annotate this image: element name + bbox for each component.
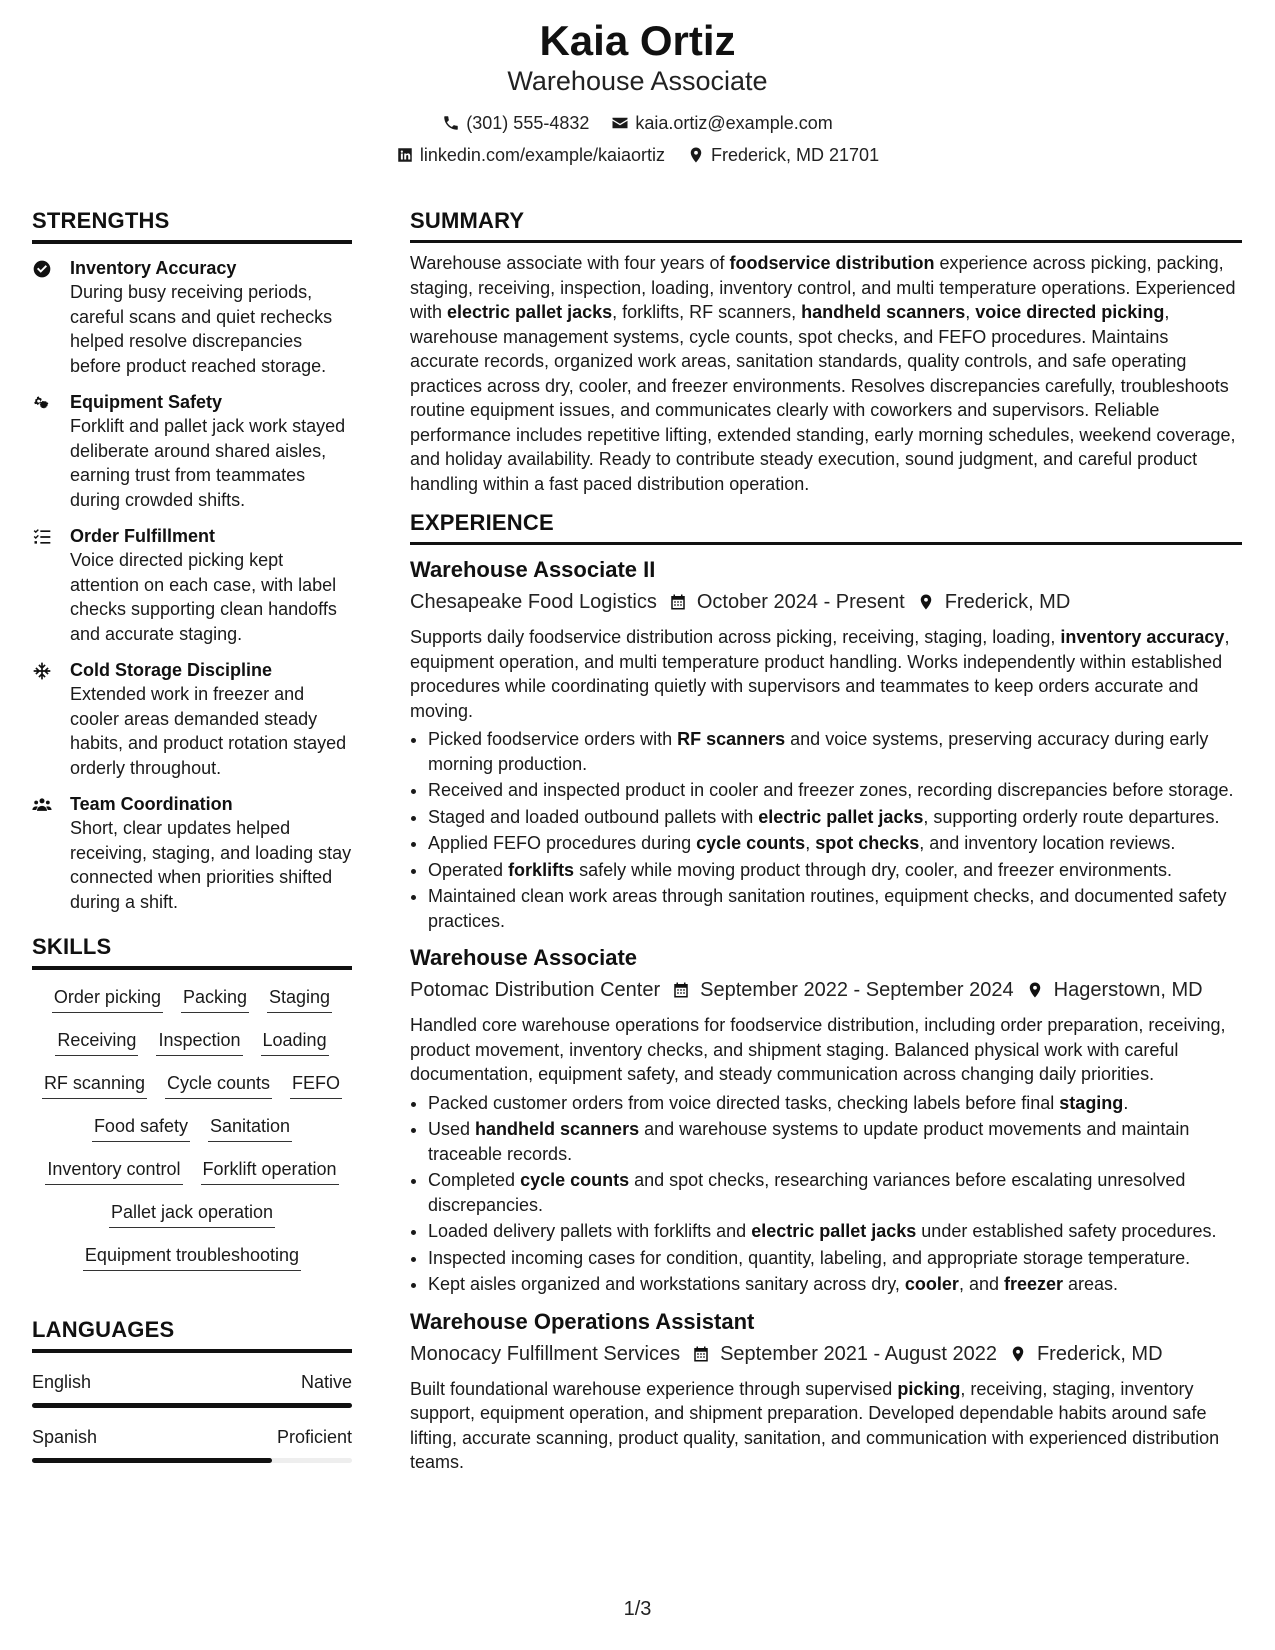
strengths-heading: STRENGTHS: [32, 208, 352, 244]
text-segment: ,: [805, 833, 816, 853]
text-segment: Loaded delivery pallets with forklifts and: [428, 1221, 752, 1241]
text-segment: and warehouse systems to update product movements and maintain traceable records.: [428, 1119, 1190, 1164]
phone-text: (301) 555-4832: [466, 113, 590, 134]
summary-text: [410, 251, 1242, 496]
text-segment: , forklifts, RF scanners,: [612, 302, 802, 322]
languages-heading: LANGUAGES: [32, 1317, 352, 1353]
job-description: [410, 1377, 1242, 1475]
strength-name: Equipment Safety: [70, 392, 223, 412]
company-name: Potomac Distribution Center: [410, 979, 661, 1001]
bold-text: freezer: [1003, 1274, 1064, 1294]
bold-text: picking: [897, 1378, 961, 1399]
strength-body: [70, 792, 352, 914]
experience-heading: EXPERIENCE: [410, 510, 1242, 545]
job-dates: September 2021 - August 2022: [720, 1342, 997, 1365]
language-row: [32, 1369, 352, 1395]
text-segment: Used: [428, 1119, 476, 1139]
text-segment: , equipment operation, and multi temperature product handling. Works independently within established procedures while coordinating quietly with supervisors and teammates to keep orders accurate and moving.: [410, 627, 1230, 721]
summary-section: [410, 208, 1242, 496]
text-segment: Received and inspected product in cooler and freezer zones, recording discrepancies before storage.: [428, 780, 1234, 800]
phone-icon: [442, 114, 460, 132]
text-segment: , and inventory location reviews.: [919, 833, 1176, 853]
text-segment: Applied FEFO procedures during: [428, 833, 697, 853]
skills-heading: SKILLS: [32, 934, 352, 970]
skill-tag: Forklift operation: [201, 1156, 339, 1185]
strength-item: [32, 658, 352, 780]
text-segment: and spot checks, researching variances before escalating unresolved discrepancies.: [428, 1170, 1186, 1215]
job-bullets: [410, 1091, 1242, 1297]
summary-heading: SUMMARY: [410, 208, 1242, 243]
job-location: Frederick, MD: [1036, 1342, 1163, 1365]
text-segment: Supports daily foodservice distribution across picking, receiving, staging, loading,: [410, 627, 1061, 647]
job-title: Warehouse Operations Assistant: [410, 1308, 755, 1334]
languages-section: [32, 1317, 352, 1463]
language-proficiency-bar: [32, 1458, 352, 1463]
language-item: [32, 1424, 352, 1463]
text-segment: ,: [965, 302, 976, 322]
job-dates: October 2024 - Present: [696, 591, 905, 613]
text-segment: Packed customer orders from voice directed tasks, checking labels before final: [428, 1092, 1060, 1113]
jobs-list: [410, 555, 1242, 1475]
skill-tag: RF scanning: [42, 1070, 147, 1099]
job-bullet: [428, 831, 1242, 856]
contact-row-2: [0, 139, 1275, 171]
skill-tag: Receiving: [55, 1027, 138, 1056]
strengths-list: [32, 256, 352, 914]
checklist-icon: [32, 524, 70, 646]
text-segment: , supporting orderly route departures.: [923, 806, 1220, 827]
job-dates: September 2022 - September 2024: [700, 979, 1014, 1001]
map-pin-icon: [1026, 981, 1044, 999]
strength-body: [70, 524, 352, 646]
bold-text: inventory accuracy: [1060, 627, 1225, 647]
job-meta: [410, 1339, 1242, 1369]
users-icon: [32, 792, 70, 914]
page-number: 1/3: [623, 1598, 652, 1620]
strength-body: [70, 256, 352, 378]
text-segment: safely while moving product through dry, cooler, and freezer environments.: [574, 859, 1173, 880]
bold-text: staging: [1059, 1092, 1124, 1113]
text-segment: areas.: [1063, 1274, 1119, 1294]
job-description: [410, 625, 1242, 723]
strength-name: Team Coordination: [70, 794, 233, 814]
job-bullet: [428, 1246, 1242, 1271]
job-bullet: [428, 1168, 1242, 1217]
language-row: [32, 1424, 352, 1450]
text-segment: Maintained clean work areas through sanitation routines, equipment checks, and documented safety practices.: [428, 886, 1227, 931]
job-title: Warehouse Associate II: [410, 557, 656, 582]
job-meta: [410, 975, 1242, 1005]
candidate-name: Kaia Ortiz: [539, 17, 736, 64]
strengths-section: [32, 208, 352, 914]
skills-section: [32, 934, 352, 1271]
bold-text: cycle counts: [696, 833, 806, 853]
job-bullet: [428, 858, 1242, 883]
text-segment: Picked foodservice orders with: [428, 729, 678, 749]
resume-header: [0, 18, 1275, 171]
right-column: [410, 208, 1242, 1475]
candidate-title: Warehouse Associate: [507, 66, 768, 97]
envelope-icon: [611, 114, 629, 132]
bold-text: forklifts: [508, 859, 575, 880]
job-entry: [410, 555, 1242, 933]
job-title: Warehouse Associate: [410, 945, 638, 970]
bold-text: foodservice distribution: [729, 253, 935, 273]
calendar-icon: [672, 981, 690, 999]
calendar-icon: [669, 593, 687, 611]
text-segment: , receiving, staging, inventory support, equipment operation, and shipment preparation. Developed dependable habits around safe lifting, accurate scanning, product quality, sanitation, and communication with experienced distribution teams.: [410, 1378, 1220, 1472]
job-bullet: [428, 805, 1242, 830]
map-pin-icon: [687, 146, 705, 164]
text-segment: Handled core warehouse operations for foodservice distribution, including order preparation, receiving, product movement, inventory checks, and shipment staging. Balanced physical work with careful documentation, equipment safety, and steady communication across changing daily priorities.: [410, 1015, 1226, 1084]
strength-item: [32, 524, 352, 646]
text-segment: Staged and loaded outbound pallets with: [428, 806, 759, 827]
text-segment: Kept aisles organized and workstations sanitary across dry,: [428, 1274, 905, 1294]
skill-tag: Pallet jack operation: [109, 1199, 275, 1228]
contact-location: [687, 139, 879, 171]
bold-text: spot checks: [815, 833, 920, 853]
strength-description: Forklift and pallet jack work stayed deliberate around shared aisles, earning trust from teammates during crowded shifts.: [70, 416, 346, 510]
text-segment: Operated: [428, 859, 509, 880]
language-item: [32, 1369, 352, 1408]
experience-section: [410, 510, 1242, 1475]
job-description: [410, 1013, 1242, 1087]
bold-text: electric pallet jacks: [758, 806, 924, 827]
job-location: Hagerstown, MD: [1053, 979, 1203, 1001]
calendar-icon: [692, 1345, 710, 1363]
bold-text: electric pallet jacks: [751, 1221, 917, 1241]
strength-name: Order Fulfillment: [70, 526, 216, 546]
strength-body: [70, 390, 352, 512]
skill-tag: Food safety: [92, 1113, 190, 1142]
bold-text: cycle counts: [520, 1170, 630, 1190]
skill-tag: Sanitation: [208, 1113, 292, 1142]
skill-tag: Packing: [181, 984, 249, 1013]
map-pin-icon: [917, 593, 935, 611]
strength-item: [32, 256, 352, 378]
skill-tag: Inspection: [156, 1027, 242, 1056]
contact-linkedin[interactable]: [396, 139, 665, 171]
job-bullet: [428, 1272, 1242, 1297]
skill-tag: FEFO: [290, 1070, 342, 1099]
bold-text: RF scanners: [677, 729, 786, 749]
bold-text: electric pallet jacks: [447, 302, 613, 322]
job-bullet: [428, 778, 1242, 803]
languages-list: [32, 1369, 352, 1463]
text-segment: Built foundational warehouse experience through supervised: [410, 1378, 898, 1399]
strength-description: Voice directed picking kept attention on each case, with label checks supporting clean handoffs and accurate staging.: [70, 550, 337, 644]
strength-name: Inventory Accuracy: [70, 258, 237, 278]
text-segment: Warehouse associate with four years of: [410, 253, 730, 273]
contact-phone[interactable]: [442, 107, 589, 139]
map-pin-icon: [1009, 1345, 1027, 1363]
text-segment: experience across picking, packing, staging, receiving, inspection, loading, inventory control, and multi temperature operations. Experienced with: [410, 253, 1236, 322]
strength-description: Extended work in freezer and cooler areas demanded steady habits, and product rotation stayed orderly throughout.: [70, 684, 347, 778]
text-segment: under established safety procedures.: [916, 1221, 1217, 1241]
left-column: [32, 208, 352, 1463]
skill-tag: Cycle counts: [165, 1070, 272, 1099]
strength-name: Cold Storage Discipline: [70, 660, 273, 680]
language-proficiency-fill: [32, 1458, 272, 1463]
skill-tag: Inventory control: [45, 1156, 182, 1185]
text-segment: Inspected incoming cases for condition, quantity, labeling, and appropriate storage temperature.: [428, 1247, 1191, 1268]
job-entry: [410, 943, 1242, 1297]
skills-list: [32, 984, 352, 1271]
skill-tag: Equipment troubleshooting: [83, 1242, 301, 1271]
job-bullets: [410, 727, 1242, 933]
strength-body: [70, 658, 352, 780]
bold-text: voice directed picking: [975, 302, 1165, 322]
company-name: Monocacy Fulfillment Services: [410, 1342, 681, 1365]
skill-tag: Loading: [261, 1027, 329, 1056]
contact-email[interactable]: [611, 107, 832, 139]
text-segment: , warehouse management systems, cycle counts, spot checks, and FEFO procedures. Maintains accurate records, organized work areas, sanitation standards, quality controls, and safe operating practices across dry, cooler, and freezer environments. Resolves discrepancies carefully, troubleshoots routine equipment issues, and communicates clearly with coworkers and supervisors. Reliable performance includes repetitive lifting, extended standing, early morning schedules, weekend coverage, and holiday availability. Ready to contribute steady execution, sound judgment, and careful product handling within a fast paced distribution operation.: [410, 302, 1236, 494]
location-text: Frederick, MD 21701: [711, 145, 880, 166]
language-level: Native: [300, 1372, 352, 1392]
job-location: Frederick, MD: [944, 591, 1071, 613]
language-proficiency-bar: [32, 1403, 352, 1408]
linkedin-text: linkedin.com/example/kaiaortiz: [419, 145, 666, 166]
text-segment: and voice systems, preserving accuracy during early morning production.: [428, 729, 1209, 774]
contact-row-1: [0, 107, 1275, 139]
job-bullet: [428, 1117, 1242, 1166]
text-segment: .: [1123, 1092, 1129, 1113]
job-entry: [410, 1307, 1242, 1475]
job-bullet: [428, 1219, 1242, 1244]
bold-text: handheld scanners: [801, 302, 966, 322]
email-text: kaia.ortiz@example.com: [635, 113, 833, 134]
language-name: English: [32, 1372, 92, 1392]
language-proficiency-fill: [32, 1403, 352, 1408]
company-name: Chesapeake Food Logistics: [410, 591, 657, 613]
gears-icon: [32, 390, 70, 512]
skill-tag: Staging: [267, 984, 332, 1013]
strength-item: [32, 390, 352, 512]
linkedin-icon: [396, 146, 414, 164]
job-bullet: [428, 1091, 1242, 1116]
bold-text: handheld scanners: [475, 1119, 640, 1139]
skill-tag: Order picking: [52, 984, 163, 1013]
strength-description: During busy receiving periods, careful scans and quiet rechecks helped resolve discrepancies before product reached storage.: [70, 282, 333, 376]
text-segment: , and: [958, 1274, 1004, 1294]
job-bullet: [428, 727, 1242, 776]
strength-item: [32, 792, 352, 914]
bold-text: cooler: [904, 1274, 959, 1294]
text-segment: Completed: [428, 1170, 521, 1190]
job-meta: [410, 587, 1242, 617]
strength-description: Short, clear updates helped receiving, staging, and loading stay connected when priorities shifted during a shift.: [70, 818, 352, 912]
job-bullet: [428, 884, 1242, 933]
language-name: Spanish: [32, 1427, 98, 1447]
snowflake-icon: [32, 658, 70, 780]
check-circle-icon: [32, 256, 70, 378]
language-level: Proficient: [276, 1427, 352, 1447]
